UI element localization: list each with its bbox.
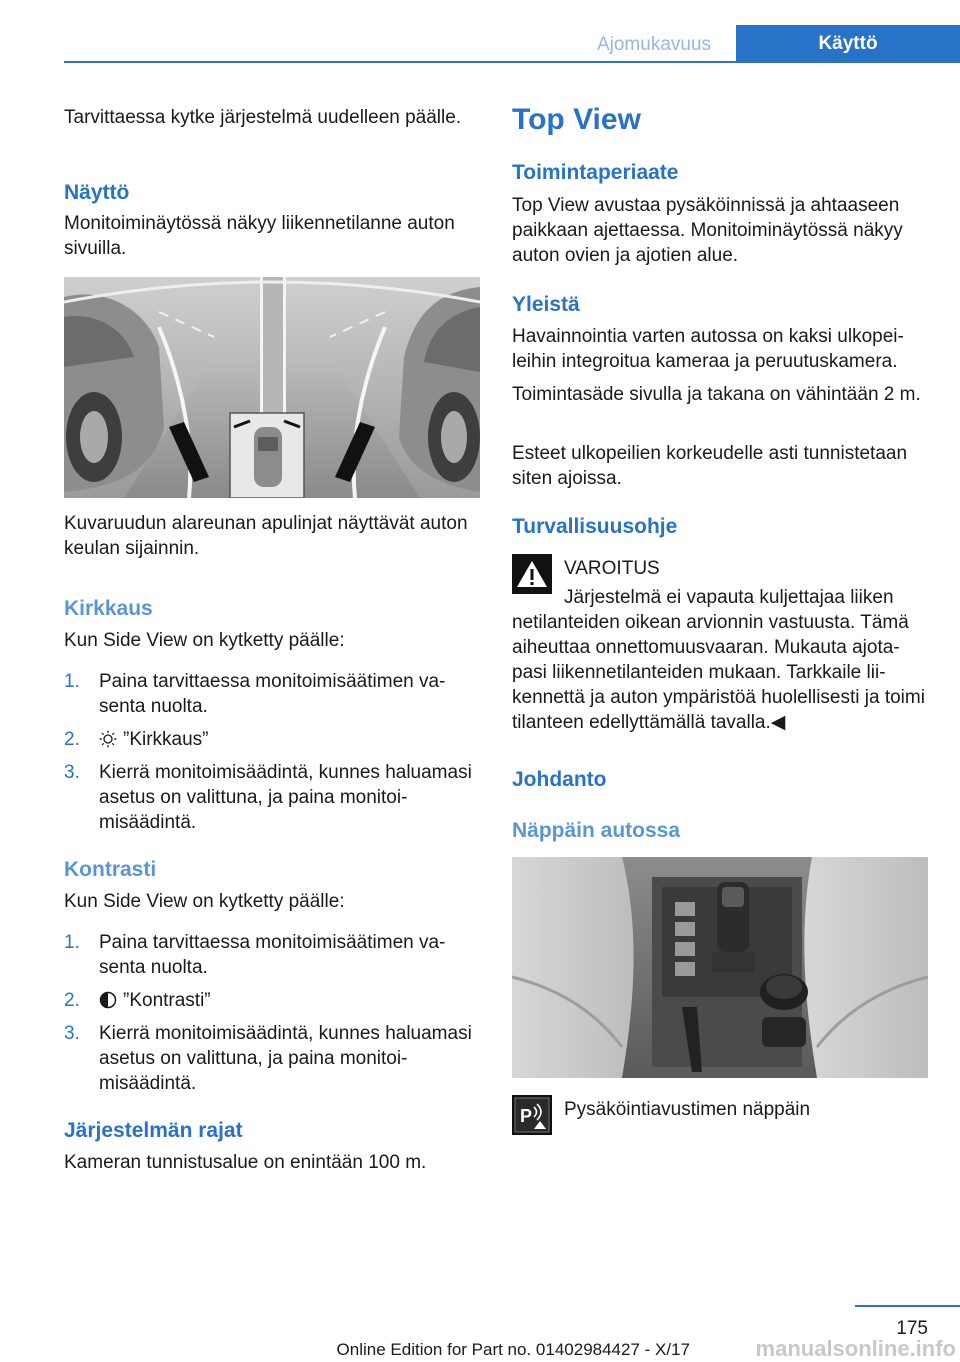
- rajat-heading: Järjestelmän rajat: [64, 1119, 243, 1142]
- turva-heading: Turvallisuusohje: [512, 515, 678, 538]
- warning-text: netilanteiden oikean arvionnin vastuusta. Tämä aiheuttaa onnettomuusvaaran. Mukauta ajotapasi liikennetilanteiden mukaan. Tarkkaile liikennettä ja auton ympäristöä huolellisesti ja toimi tilanteen edellyttämällä tavalla.◀: [512, 612, 925, 733]
- step-number: 1.: [64, 932, 80, 953]
- svg-text:P: P: [520, 1106, 533, 1126]
- contrast-icon: [99, 991, 117, 1016]
- yleista-paragraph-1: Havainnointia varten autossa on kaksi ulkopeileihin integroitua kameraa ja peruutuskamera.: [512, 326, 904, 372]
- edition-note: Online Edition for Part no. 01402984427 - X/17: [336, 1340, 690, 1359]
- naytto-heading: Näyttö: [64, 181, 130, 204]
- toiminta-heading: Toimintaperiaate: [512, 161, 679, 184]
- step-text: Paina tarvittaessa monitoimisäätimen vasenta nuolta.: [99, 671, 446, 717]
- parking-assistant-button-icon: [512, 1095, 552, 1135]
- naytto-paragraph: Monitoiminäytössä näkyy liikennetilanne auton sivuilla.: [64, 213, 455, 259]
- step-text: Paina tarvittaessa monitoimisäätimen vasenta nuolta.: [99, 932, 446, 978]
- step-number: 3.: [64, 762, 80, 783]
- step-text: Kierrä monitoimisäädintä, kunnes haluamasi asetus on valittuna, ja paina monitoimisäädintä.: [99, 762, 472, 833]
- yleista-heading: Yleistä: [512, 293, 580, 316]
- step-number: 3.: [64, 1023, 80, 1044]
- step-text-wrap: [99, 988, 480, 1016]
- brightness-icon: [99, 730, 117, 755]
- header-rule: [64, 61, 960, 63]
- kontrasti-intro: Kun Side View on kytketty päälle:: [64, 891, 345, 912]
- button-caption: Pysäköintiavustimen näppäin: [564, 1099, 811, 1120]
- header-chapter-tab: Käyttö: [736, 25, 960, 63]
- step-text: ”Kirkkaus”: [123, 729, 209, 750]
- step-number: 2.: [64, 729, 80, 750]
- photo-caption: Kuvaruudun alareunan apulinjat näyttävät auton keulan sijainnin.: [64, 513, 468, 559]
- page-title: Top View: [512, 103, 641, 136]
- kirkkaus-intro: Kun Side View on kytketty päälle:: [64, 630, 345, 651]
- kirkkaus-heading: Kirkkaus: [64, 597, 153, 620]
- page-number: 175: [896, 1318, 928, 1339]
- warning-first-line: Järjestelmä ei vapauta kuljettajaa liiken: [564, 587, 894, 608]
- footer-rule: [855, 1305, 960, 1307]
- step-text: Kierrä monitoimisäädintä, kunnes haluamasi asetus on valittuna, ja paina monitoimisäädintä.: [99, 1023, 472, 1094]
- kontrasti-heading: Kontrasti: [64, 858, 157, 881]
- rajat-paragraph: Kameran tunnistusalue on enintään 100 m.: [64, 1152, 427, 1173]
- step-text-wrap: [99, 727, 480, 755]
- header-section-title: Ajomukavuus: [596, 33, 712, 55]
- nappain-heading: Näppäin autossa: [512, 819, 681, 842]
- watermark: manualsonline.info: [755, 1336, 956, 1361]
- warning-icon: [512, 554, 552, 594]
- side-view-display-photo: [64, 277, 480, 498]
- step-text: ”Kontrasti”: [123, 990, 211, 1011]
- toiminta-paragraph: Top View avustaa pysäköinnissä ja ahtaaseen paikkaan ajettaessa. Monitoiminäytössä näkyy auton ovien ja ajotien alue.: [512, 195, 903, 266]
- center-console-photo: [512, 857, 928, 1078]
- intro-paragraph: Tarvittaessa kytke järjestelmä uudelleen päälle.: [64, 107, 462, 128]
- yleista-paragraph-2: Toimintasäde sivulla ja takana on vähintään 2 m.: [512, 384, 921, 405]
- step-number: 2.: [64, 990, 80, 1011]
- warning-label: VAROITUS: [564, 558, 660, 579]
- yleista-paragraph-3: Esteet ulkopeilien korkeudelle asti tunnistetaan siten ajoissa.: [512, 443, 908, 489]
- step-number: 1.: [64, 671, 80, 692]
- johdanto-heading: Johdanto: [512, 768, 607, 791]
